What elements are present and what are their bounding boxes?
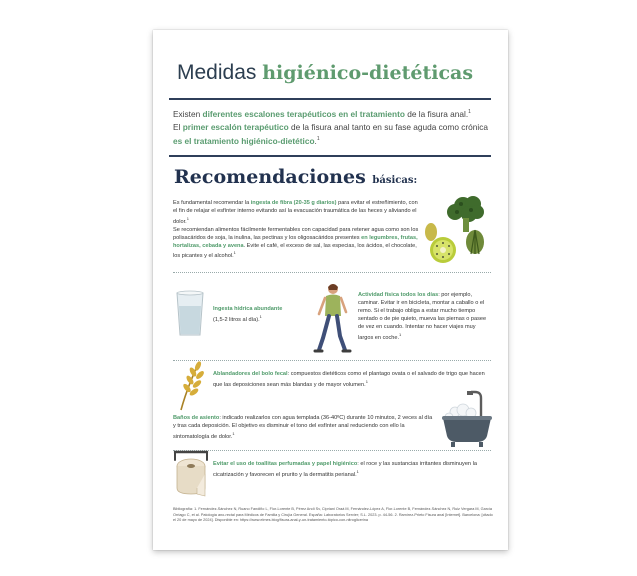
fiber-c: para evitar el estreñimiento, con el fin de relajar el esfínter interno evitando así la evacuación traumática de las heces y aliviando el dolor. bbox=[173, 200, 418, 225]
divider-1 bbox=[173, 272, 491, 273]
bibliography: Bibliografía: 1. Fernández-Sánchez N, Ruano Fandiño L, Flor-Lorente B, Pérez Andí Sv, Cipriani Oraá M, Fernández-López A, Flor-Lorente B, Fernández-Sánchez N, Ruiz Vergara M, García Orriago C, et al. Patología ano-rectal para Médicos de Familia y Cirujía General. España: Laboratorios Servier; S.L. 2023. p. 44-56. 2. Ramírez-Prieto Fisura anal [Internet]. Barcelona: [citado el 20 de mayo de 2024]. Disponible en: https://www.elmes.blog/fisura-anal-y-un-tratamiento-tópico-con-nitroglicerina bbox=[173, 507, 493, 522]
intro-text bbox=[173, 108, 493, 148]
softeners-title: Ablandadores del bolo fecal bbox=[213, 371, 288, 377]
intro-p2-a: El bbox=[173, 122, 183, 133]
intro-p2-sup: 1 bbox=[316, 136, 320, 143]
intro-p1-sup: 1 bbox=[468, 109, 471, 116]
walking-woman-icon bbox=[313, 282, 353, 356]
softeners-text bbox=[213, 371, 491, 390]
fiber-d: Se recomiendan alimentos fácilmente fermentables con capacidad para retener agua como son los polisacáridos de soja, la inulina, las pectinas y los oligosacáridos presentes bbox=[173, 226, 419, 241]
fiber-f: . Evite el café, el exceso de sal, las especias, los ácidos, el chocolate, los picantes y el alcohol. bbox=[173, 242, 417, 260]
top-rule bbox=[169, 98, 491, 100]
recommendations-subtitle: básicas: bbox=[372, 175, 418, 186]
sitz-bath-detail: : indicado realizarlos con agua templada (36-40ºC) durante 10 minutos, 2 veces al día y tras cada deposición. El objetivo es disminuir el tono del esfínter anal reduciendo con ello la sintomatología de dolor. bbox=[173, 415, 433, 440]
vegetables-icon bbox=[415, 190, 493, 268]
intro-paragraph-2 bbox=[173, 121, 493, 148]
fiber-sup: 1 bbox=[186, 215, 189, 221]
intro-p2-highlight-2: es el tratamiento higiénico-dietético bbox=[173, 135, 315, 146]
sitz-bath-text bbox=[173, 415, 433, 442]
intro-p2-c: de la fisura anal tanto en su fase aguda como crónica bbox=[288, 122, 489, 133]
title-plain: Medidas bbox=[177, 61, 263, 84]
activity-text bbox=[358, 292, 492, 342]
leaflet-page bbox=[153, 30, 508, 550]
bathtub-icon bbox=[441, 390, 493, 450]
recommendations-title: Recomendaciones bbox=[174, 166, 366, 188]
activity-detail: : por ejemplo, caminar. Evitar ir en bicicleta, montar a caballo o el remo. Si el trabajo obliga a estar mucho tiempo sentado o de pie quieto, mueva las piernas o pasee de vez en cuando. Intentar no hacer viajes muy largos en coche. bbox=[358, 292, 487, 341]
intro-paragraph-1 bbox=[173, 108, 493, 121]
hydration-detail-text: (1,5-2 litros al día). bbox=[213, 316, 260, 323]
softeners-detail: : compuestos dietéticos como el plantago ovata o el salvado de trigo que hacen que las deposiciones sean más blandas y de mayor volumen. bbox=[213, 371, 485, 388]
page-title bbox=[177, 61, 497, 85]
intro-p2-e: . bbox=[314, 135, 317, 146]
fiber-highlight: ingesta de fibra (20-35 g diarios) bbox=[250, 200, 337, 206]
fiber-a: Es fundamental recomendar la bbox=[173, 200, 251, 206]
fiber-paragraph-1 bbox=[173, 200, 423, 227]
intro-rule bbox=[169, 155, 491, 157]
recommendations-heading bbox=[174, 166, 417, 188]
wipes-sup: 1 bbox=[356, 468, 359, 474]
fiber-text bbox=[173, 200, 423, 261]
softeners-sup: 1 bbox=[365, 378, 368, 384]
activity-sup: 1 bbox=[399, 331, 402, 337]
divider-2 bbox=[173, 360, 491, 361]
sitz-bath-title: Baños de asiento bbox=[173, 415, 220, 421]
toilet-paper-icon bbox=[171, 448, 211, 498]
wheat-icon bbox=[171, 358, 207, 412]
intro-p1-c: de la fisura anal. bbox=[404, 109, 469, 119]
divider-3 bbox=[173, 450, 491, 451]
fiber-foods-highlight: en legumbres, frutas, hortalizas, cebada y avena bbox=[173, 234, 418, 249]
fiber-sup-2: 1 bbox=[233, 250, 236, 256]
wipes-title: Evitar el uso de toallitas perfumadas y papel higiénico bbox=[213, 461, 358, 467]
hydration-sup: 1 bbox=[259, 313, 262, 319]
fiber-paragraph-2 bbox=[173, 227, 423, 262]
hydration-title: Ingesta hídrica abundante bbox=[213, 306, 283, 312]
intro-p1-a: Existen bbox=[173, 109, 203, 119]
wipes-text bbox=[213, 461, 491, 480]
intro-p2-highlight-1: primer escalón terapéutico bbox=[182, 122, 289, 133]
title-highlight: higiénico-dietéticas bbox=[262, 62, 474, 84]
intro-p1-highlight: diferentes escalones terapéuticos en el tratamiento bbox=[202, 109, 405, 119]
water-glass-icon bbox=[175, 290, 205, 338]
wipes-detail: : el roce y las sustancias irritantes disminuyen la cicatrización y favorecen el prurito y la dermatitis perianal. bbox=[213, 461, 477, 478]
sitz-bath-sup: 1 bbox=[232, 430, 235, 436]
activity-title: Actividad física todos los días bbox=[358, 292, 439, 298]
hydration-text bbox=[213, 306, 303, 325]
hydration-detail bbox=[213, 314, 303, 325]
